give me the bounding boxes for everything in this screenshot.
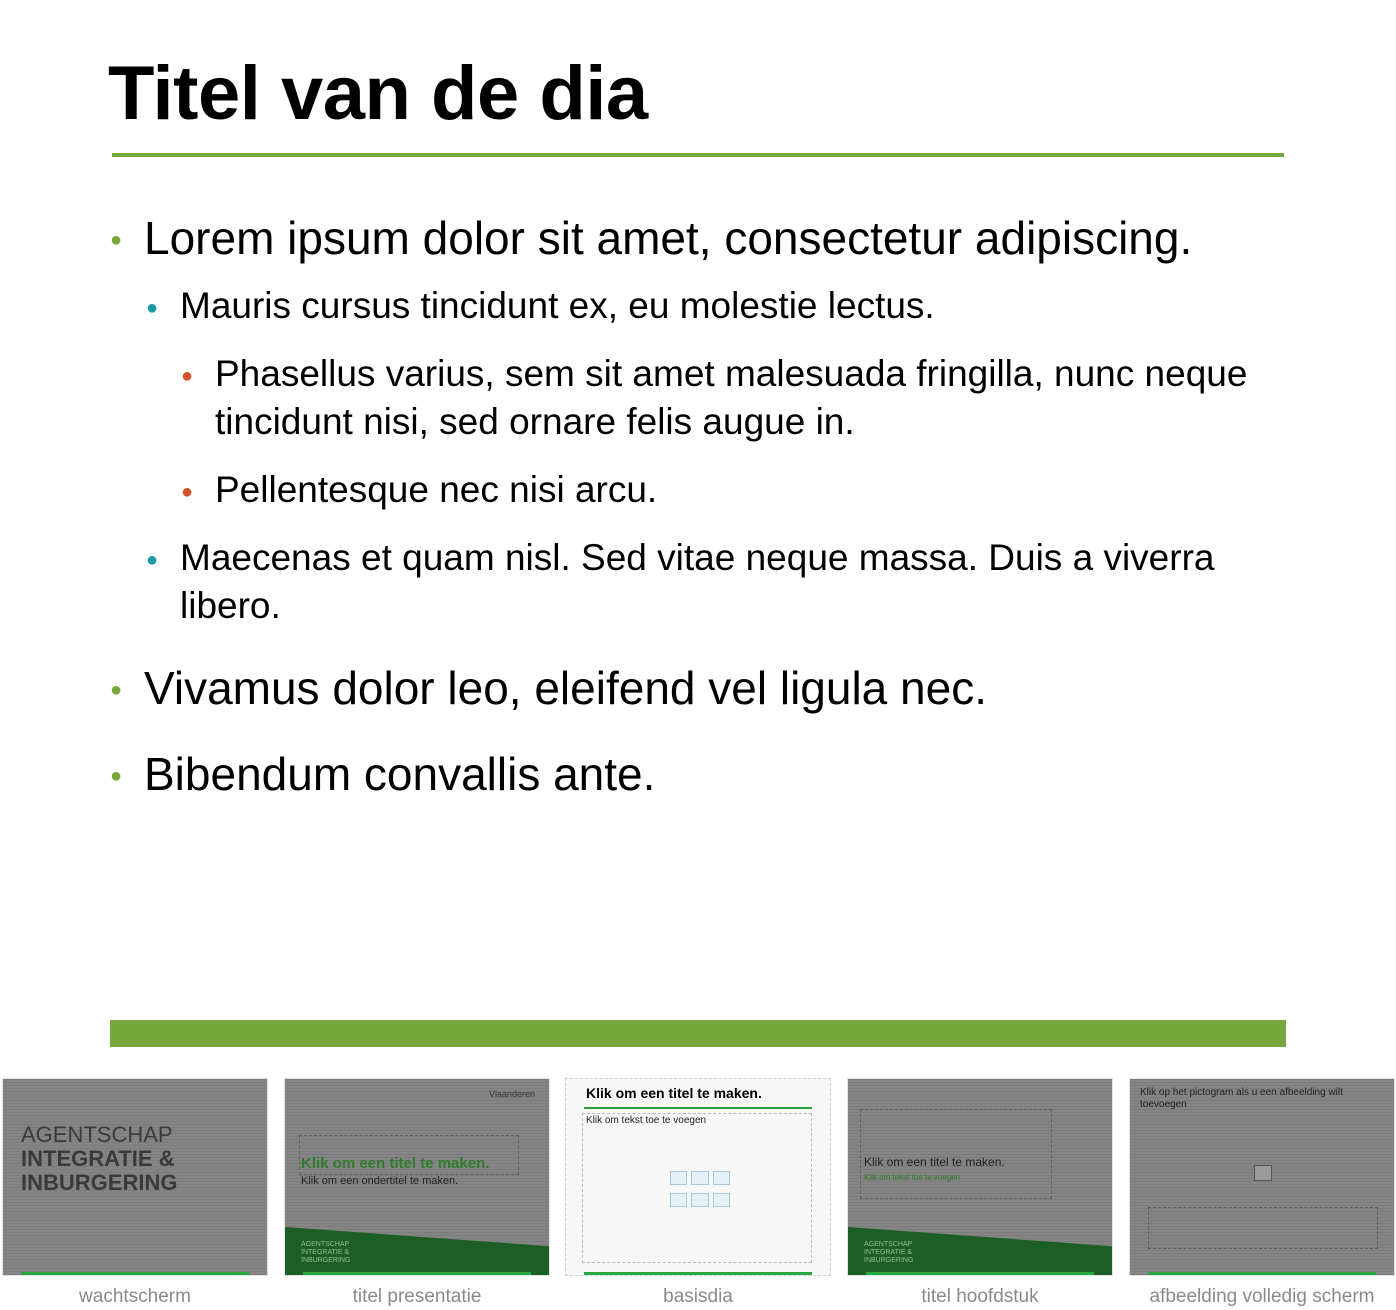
table-icon [670, 1171, 687, 1185]
thumb-title: Klik om een titel te maken. [864, 1155, 1005, 1169]
layout-label: titel hoofdstuk [921, 1286, 1039, 1307]
thumb-underline [866, 1272, 1094, 1275]
logo-line-3: INBURGERING [21, 1170, 178, 1195]
bullet-dot-icon: ● [110, 679, 123, 701]
bullet-text: Phasellus varius, sem sit amet malesuada fringilla, nunc neque tincidunt nisi, sed ornare felis augue in. [215, 353, 1248, 442]
bullet-dot-icon: ● [181, 481, 194, 503]
smartart-icon [713, 1171, 730, 1185]
logo-line-2: INTEGRATIE & [21, 1146, 175, 1171]
online-picture-icon [691, 1193, 708, 1207]
bullet-text: Pellentesque nec nisi arcu. [215, 469, 658, 510]
layout-thumb-wachtscherm[interactable] [2, 1078, 268, 1276]
layout-label: titel presentatie [352, 1286, 482, 1307]
thumb-underline [584, 1272, 812, 1275]
thumb-underline [1148, 1272, 1376, 1275]
bullet-dot-icon: ● [146, 297, 159, 319]
bullet-dot-icon: ● [181, 365, 194, 387]
bullet-text: Mauris cursus tincidunt ex, eu molestie lectus. [180, 285, 935, 326]
chart-icon [691, 1171, 708, 1185]
bullet-level-1 [110, 746, 1290, 802]
bullet-text: Bibendum convallis ante. [144, 748, 656, 800]
footer-logo-text: AGENTSCHAP INTEGRATIE & INBURGERING [864, 1241, 914, 1264]
layout-thumb-titel-hoofdstuk[interactable] [847, 1078, 1113, 1276]
bullet-level-3 [110, 350, 1290, 446]
logo-line-1: AGENTSCHAP [21, 1122, 173, 1147]
insert-content-icons [670, 1171, 730, 1211]
thumb-title: Klik om een titel te maken. [586, 1085, 762, 1101]
picture-icon [670, 1193, 687, 1207]
layout-thumb-afbeelding-volledig-scherm[interactable] [1129, 1078, 1395, 1276]
slide-title[interactable]: Titel van de dia [108, 51, 648, 136]
footer-logo-text: AGENTSCHAP INTEGRATIE & INBURGERING [301, 1241, 351, 1264]
bullet-text: Maecenas et quam nisl. Sed vitae neque massa. Duis a viverra libero. [180, 537, 1215, 626]
bullet-level-1 [110, 660, 1290, 716]
bullet-level-3 [110, 466, 1290, 514]
thumb-body: Klik op het pictogram als u een afbeelding wilt toevoegen [1140, 1087, 1343, 1110]
thumb-title: Klik om een titel te maken. [301, 1155, 490, 1172]
title-placeholder-box [860, 1109, 1052, 1199]
layout-thumb-titel-presentatie[interactable] [284, 1078, 550, 1276]
video-icon [713, 1193, 730, 1207]
thumb-subtitle: Klik om een ondertitel te maken. [301, 1175, 459, 1187]
footer-bar [110, 1020, 1286, 1047]
bullet-dot-icon: ● [110, 765, 123, 787]
title-divider [112, 153, 1284, 157]
bullet-text: Vivamus dolor leo, eleifend vel ligula nec. [144, 662, 987, 714]
thumb-underline [21, 1272, 249, 1275]
bullet-text: Lorem ipsum dolor sit amet, consectetur adipiscing. [144, 212, 1193, 264]
thumb-underline [303, 1272, 531, 1275]
thumb-body: Klik om tekst toe te voegen [864, 1173, 961, 1182]
slide-body[interactable] [110, 210, 1290, 832]
bullet-dot-icon: ● [110, 229, 123, 251]
layout-label: basisdia [663, 1286, 733, 1307]
vlaanderen-logo-icon: Vlaanderen [488, 1089, 535, 1099]
layout-thumb-basisdia[interactable] [565, 1078, 831, 1276]
thumb-title-rule [584, 1107, 812, 1109]
bullet-level-2 [110, 282, 1290, 330]
bullet-level-2 [110, 534, 1290, 630]
thumb-body: Klik om tekst toe te voegen [586, 1115, 707, 1126]
caption-placeholder-box [1148, 1207, 1378, 1249]
layout-label: afbeelding volledig scherm [1149, 1286, 1375, 1307]
bullet-level-1 [110, 210, 1290, 266]
agency-logo-text [21, 1123, 177, 1195]
bullet-dot-icon: ● [146, 549, 159, 571]
layout-gallery [0, 1070, 1396, 1310]
layout-label: wachtscherm [79, 1286, 191, 1307]
insert-picture-icon [1254, 1165, 1272, 1181]
